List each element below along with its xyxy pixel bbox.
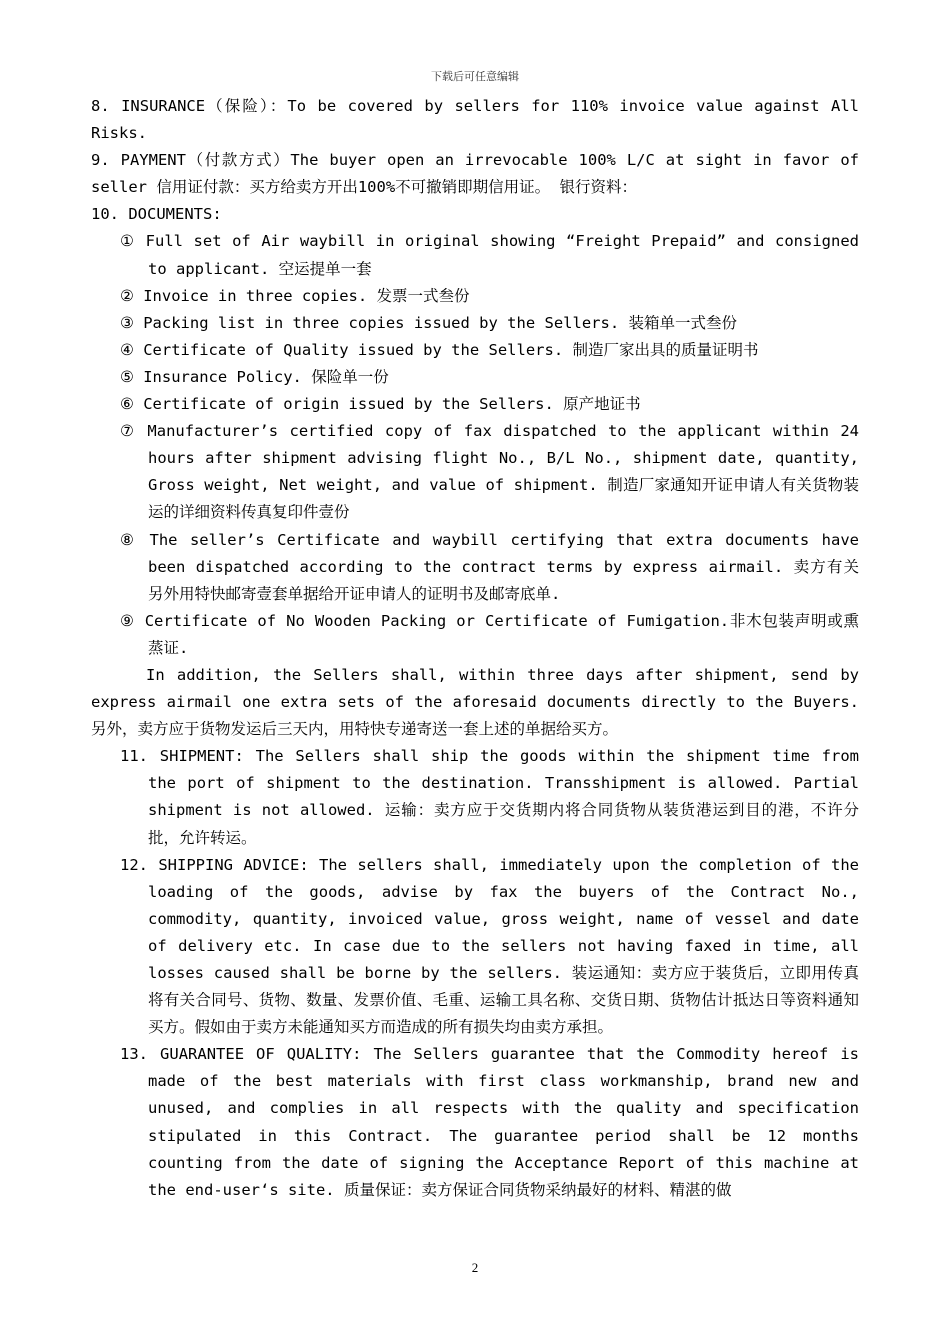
document-body xyxy=(91,93,859,1204)
page-header: 下载后可任意编辑 xyxy=(431,70,519,83)
clause-shipping-advice: 12. SHIPPING ADVICE: The sellers shall, immediately upon the completion of the loading of the goods, advise by fax the buyers of the Contract No., commodity, quantity, invoiced value, gross weight, name of vessel and date of delivery etc. In case due to the sellers not having faxed in time, all losses caused shall be borne by the sellers. 装运通知：卖方应于装货后，立即用传真将有关合同号、货物、数量、发票价值、毛重、运输工具名称、交货日期、货物估计抵达日等资料通知买方。假如由于卖方未能通知买方而造成的所有损失均由卖方承担。 xyxy=(120,855,859,1037)
clause-documents-title: 10. DOCUMENTS: xyxy=(91,205,222,224)
page-number: 2 xyxy=(471,1260,479,1275)
document-item-8: ⑧ The seller’s Certificate and waybill certifying that extra documents have been dispatched according to the contract terms by express airmail. 卖方有关另外用特快邮寄壹套单据给开证申请人的证明书及邮寄底单. xyxy=(120,530,859,603)
document-item-5: ⑤ Insurance Policy. 保险单一份 xyxy=(120,367,389,386)
clause-in-addition: In addition, the Sellers shall, within three days after shipment, send by express airmail one extra sets of the aforesaid documents directly to the Buyers. 另外，卖方应于货物发运后三天内，用特快专递寄送一套上述的单据给买方。 xyxy=(91,665,859,739)
clause-guarantee: 13. GUARANTEE OF QUALITY: The Sellers guarantee that the Commodity hereof is made of the best materials with first class workmanship, brand new and unused, and complies in all respects with the quality and specification stipulated in this Contract. The guarantee period shall be 12 months counting from the date of signing the Acceptance Report of this machine at the end-user‘s site. 质量保证：卖方保证合同货物采纳最好的材料、精湛的做 xyxy=(120,1045,859,1199)
document-item-6: ⑥ Certificate of origin issued by the Sellers. 原产地证书 xyxy=(120,395,641,414)
document-item-4: ④ Certificate of Quality issued by the Sellers. 制造厂家出具的质量证明书 xyxy=(120,340,759,359)
document-item-1: ① Full set of Air waybill in original showing “Freight Prepaid” and consigned to applicant. 空运提单一套 xyxy=(120,232,859,278)
clause-insurance: 8. INSURANCE（保险）：To be covered by sellers for 110% invoice value against All Risks. xyxy=(91,97,859,143)
document-item-3: ③ Packing list in three copies issued by the Sellers. 装箱单一式叁份 xyxy=(120,313,737,332)
document-item-2: ② Invoice in three copies. 发票一式叁份 xyxy=(120,286,470,305)
document-item-9: ⑨ Certificate of No Wooden Packing or Certificate of Fumigation.非木包装声明或熏蒸证. xyxy=(120,611,859,657)
clause-shipment: 11. SHIPMENT: The Sellers shall ship the goods within the shipment time from the port of shipment to the destination. Transshipment is allowed. Partial shipment is not allowed. 运输：卖方应于交货期内将合同货物从装货港运到目的港，不许分批，允许转运。 xyxy=(120,747,859,847)
clause-payment: 9. PAYMENT（付款方式）The buyer open an irrevocable 100% L/C at sight in favor of seller 信用证付款：买方给卖方开出100%不可撤销即期信用证。 银行资料： xyxy=(91,151,859,197)
document-item-7: ⑦ Manufacturer’s certified copy of fax dispatched to the applicant within 24 hours after shipment advising flight No., B/L No., shipment date, quantity, Gross weight, Net weight, and value of shipment. 制造厂家通知开证申请人有关货物装运的详细资料传真复印件壹份 xyxy=(120,422,859,522)
